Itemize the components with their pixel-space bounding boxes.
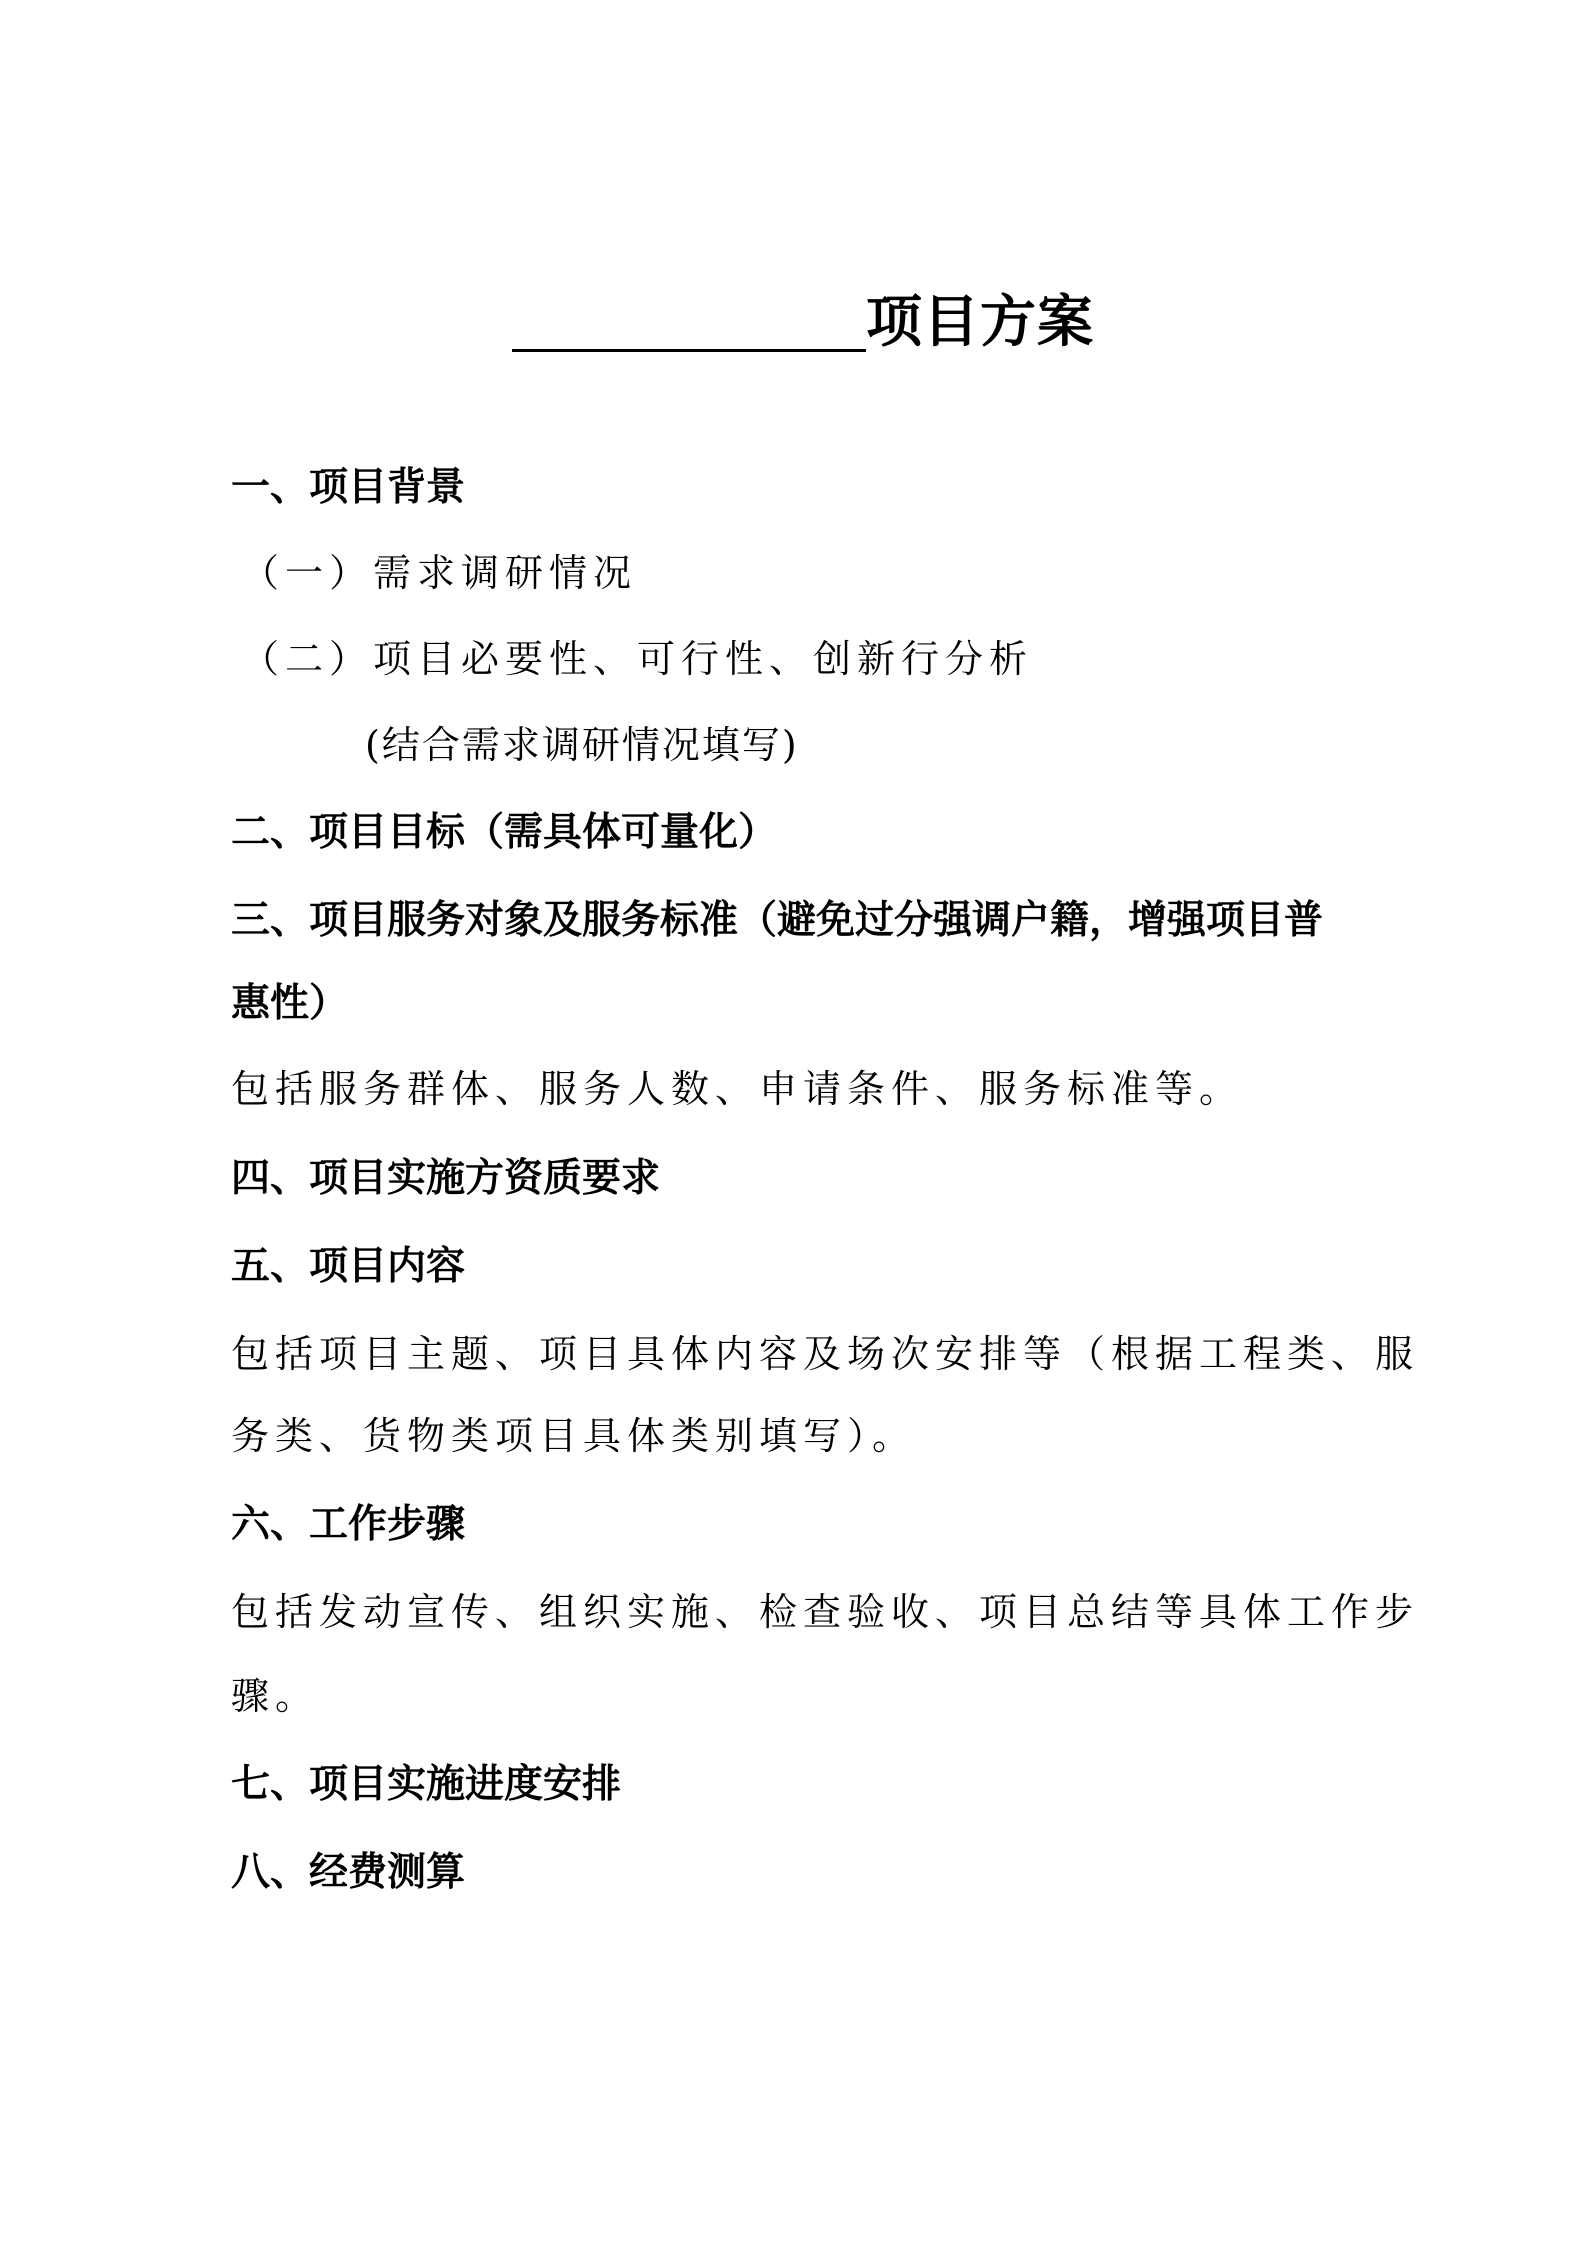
- heading-service-targets-cont: 惠性）: [231, 981, 349, 1026]
- content-body-line1: 包括项目主题、项目具体内容及场次安排等（根据工程类、服: [231, 1332, 1420, 1376]
- heading-budget: 八、经费测算: [231, 1850, 466, 1895]
- feasibility-note: (结合需求调研情况填写): [365, 723, 799, 767]
- heading-goals: 二、项目目标（需具体可量化）: [231, 810, 778, 855]
- heading-service-targets: 三、项目服务对象及服务标准（避免过分强调户籍，增强项目普: [231, 898, 1324, 943]
- subheading-research: （一）需求调研情况: [241, 551, 638, 595]
- heading-content: 五、项目内容: [231, 1244, 466, 1289]
- content-body-line2: 务类、货物类项目具体类别填写）。: [231, 1414, 917, 1458]
- heading-qualifications: 四、项目实施方资质要求: [231, 1156, 661, 1201]
- heading-background: 一、项目背景: [231, 465, 466, 510]
- heading-work-steps: 六、工作步骤: [231, 1502, 466, 1547]
- document-title: [512, 282, 1094, 355]
- work-steps-body-line2: 骤。: [231, 1674, 320, 1718]
- service-targets-body: 包括服务群体、服务人数、申请条件、服务标准等。: [231, 1067, 1244, 1111]
- title-text: 项目方案: [866, 289, 1094, 355]
- subheading-feasibility: （二）项目必要性、可行性、创新行分析: [241, 637, 1034, 681]
- work-steps-body-line1: 包括发动宣传、组织实施、检查验收、项目总结等具体工作步: [231, 1590, 1420, 1634]
- title-blank-underline: [512, 289, 866, 352]
- heading-schedule: 七、项目实施进度安排: [231, 1762, 622, 1807]
